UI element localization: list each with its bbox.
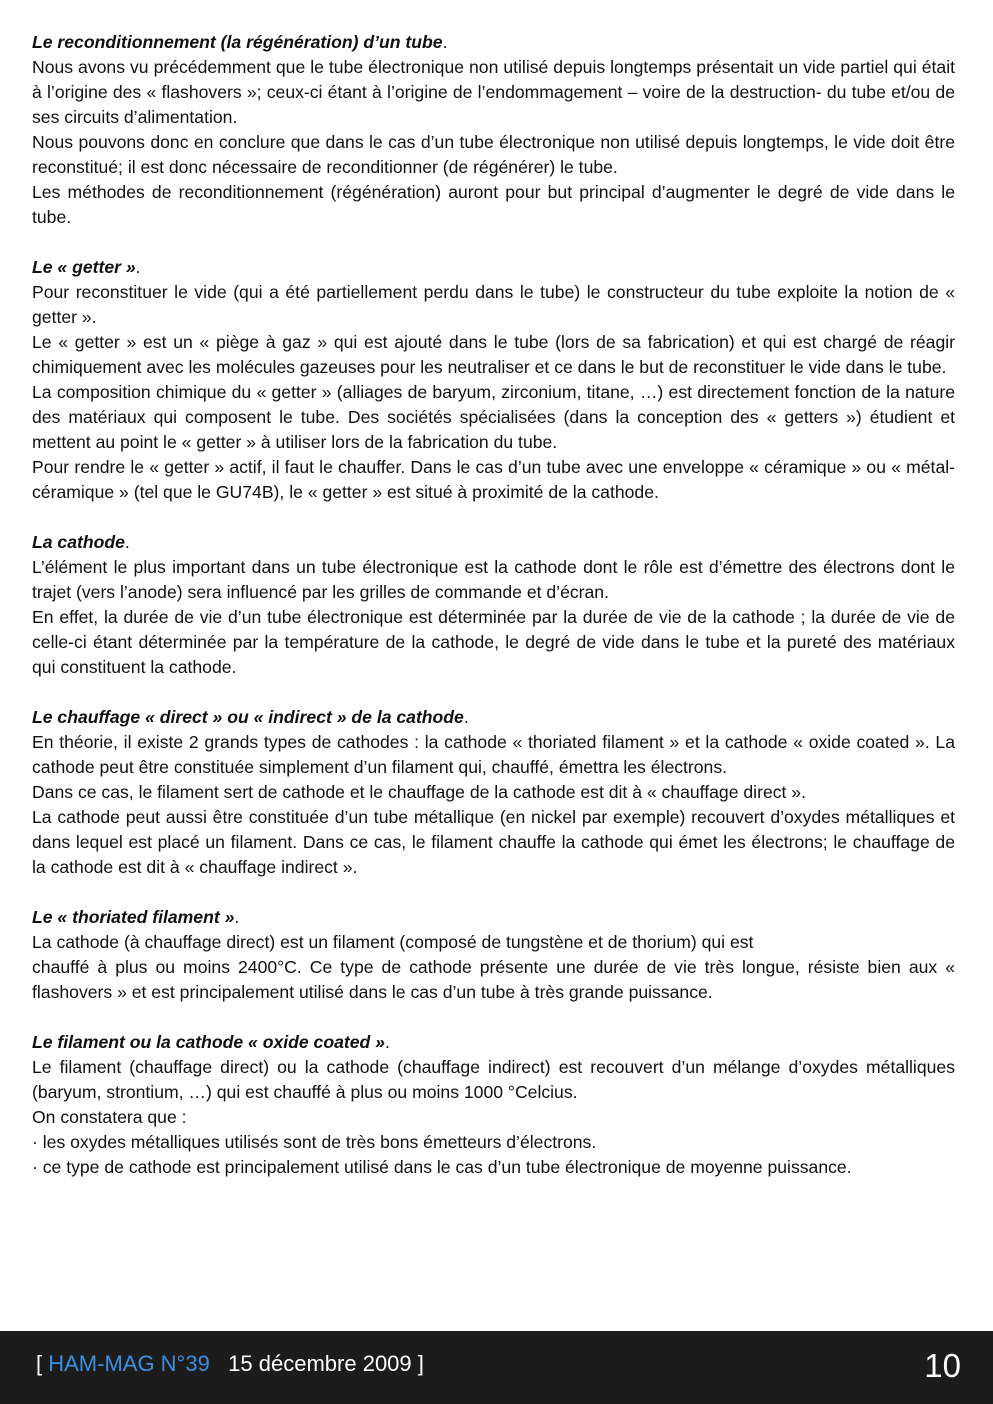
paragraph: Le « getter » est un « piège à gaz » qui est ajouté dans le tube (lors de sa fabrication) et qui est chargé de réagir chimiquement avec les molécules gazeuses pour les neutraliser et ce dans le but de reconstituer le vide dans le tube. bbox=[32, 332, 955, 377]
section-heading: La cathode. bbox=[32, 532, 130, 552]
paragraph: Dans ce cas, le filament sert de cathode et le chauffage de la cathode est dit à « chauffage direct ». bbox=[32, 782, 806, 802]
page-number: 10 bbox=[924, 1347, 961, 1384]
section-chauffage bbox=[32, 705, 955, 880]
section-heading: Le filament ou la cathode « oxide coated ». bbox=[32, 1032, 390, 1052]
section-heading: Le « thoriated filament ». bbox=[32, 907, 240, 927]
paragraph: En théorie, il existe 2 grands types de cathodes : la cathode « thoriated filament » et la cathode « oxide coated ». La cathode peut être constituée simplement d’un filament qui, chauffé, émettra les électrons. bbox=[32, 732, 955, 777]
paragraph: Les méthodes de reconditionnement (régénération) auront pour but principal d’augmenter le degré de vide dans le tube. bbox=[32, 182, 955, 227]
paragraph: La cathode (à chauffage direct) est un filament (composé de tungstène et de thorium) qui est bbox=[32, 932, 754, 952]
paragraph: En effet, la durée de vie d’un tube électronique est déterminée par la durée de vie de la cathode ; la durée de vie de celle-ci étant déterminée par la température de la cathode, le degré de vide dans le tube et la pureté des matériaux qui constituent la cathode. bbox=[32, 607, 955, 677]
paragraph: chauffé à plus ou moins 2400°C. Ce type de cathode présente une durée de vie très longue, résiste bien aux « flashovers » et est principalement utilisé dans le cas d’un tube à très grande puissance. bbox=[32, 957, 955, 1002]
section-heading: Le reconditionnement (la régénération) d’un tube. bbox=[32, 32, 448, 52]
paragraph: Le filament (chauffage direct) ou la cathode (chauffage indirect) est recouvert d’un mélange d’oxydes métalliques (baryum, strontium, …) qui est chauffé à plus ou moins 1000 °Celcius. bbox=[32, 1057, 955, 1102]
magazine-name: HAM-MAG N°39 bbox=[48, 1351, 210, 1376]
issue-date: 15 décembre 2009 ] bbox=[209, 1351, 424, 1376]
paragraph: Nous pouvons donc en conclure que dans le cas d’un tube électronique non utilisé depuis longtemps, le vide doit être reconstitué; il est donc nécessaire de reconditionner (de régénérer) le tube. bbox=[32, 132, 955, 177]
section-heading: Le « getter ». bbox=[32, 257, 141, 277]
paragraph: Nous avons vu précédemment que le tube électronique non utilisé depuis longtemps présentait un vide partiel qui était à l’origine des « flashovers »; ceux-ci étant à l’origine de l’endommagement – voire de la destruction- du tube et/ou de ses circuits d’alimentation. bbox=[32, 57, 955, 127]
page-footer bbox=[0, 1331, 993, 1404]
section-heading: Le chauffage « direct » ou « indirect » de la cathode. bbox=[32, 707, 469, 727]
list-item: · les oxydes métalliques utilisés sont de très bons émetteurs d’électrons. bbox=[32, 1132, 597, 1152]
paragraph: L’élément le plus important dans un tube électronique est la cathode dont le rôle est d’émettre des électrons dont le trajet (vers l’anode) sera influencé par les grilles de commande et d’écran. bbox=[32, 557, 955, 602]
article-body bbox=[32, 30, 955, 1205]
section-thoriated-filament bbox=[32, 905, 955, 1005]
section-getter bbox=[32, 255, 955, 505]
paragraph: Pour reconstituer le vide (qui a été partiellement perdu dans le tube) le constructeur du tube exploite la notion de « getter ». bbox=[32, 282, 955, 327]
footer-issue-info bbox=[36, 1351, 424, 1377]
list-item: · ce type de cathode est principalement utilisé dans le cas d’un tube électronique de moyenne puissance. bbox=[32, 1157, 852, 1177]
section-reconditionnement bbox=[32, 30, 955, 230]
footer-bracket-open: [ bbox=[36, 1351, 49, 1376]
paragraph: La composition chimique du « getter » (alliages de baryum, zirconium, titane, …) est directement fonction de la nature des matériaux qui composent le tube. Des sociétés spécialisées (dans la conception des « getters ») étudient et mettent au point le « getter » à utiliser lors de la fabrication du tube. bbox=[32, 382, 955, 452]
section-cathode bbox=[32, 530, 955, 680]
section-oxide-coated bbox=[32, 1030, 955, 1180]
paragraph: Pour rendre le « getter » actif, il faut le chauffer. Dans le cas d’un tube avec une enveloppe « céramique » ou « métal-céramique » (tel que le GU74B), le « getter » est situé à proximité de la cathode. bbox=[32, 457, 955, 502]
paragraph: La cathode peut aussi être constituée d’un tube métallique (en nickel par exemple) recouvert d’oxydes métalliques et dans lequel est placé un filament. Dans ce cas, le filament chauffe la cathode qui émet les électrons; le chauffage de la cathode est dit à « chauffage indirect ». bbox=[32, 807, 955, 877]
paragraph: On constatera que : bbox=[32, 1107, 187, 1127]
